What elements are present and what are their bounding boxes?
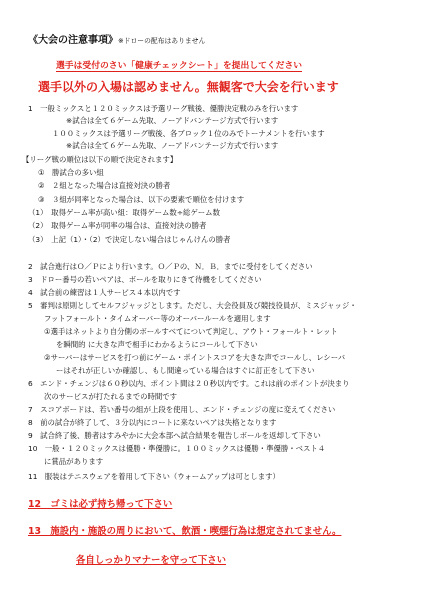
rule-line: に賞品があります (44, 457, 104, 466)
rule-line: （2） 取得ゲーム率が同率の場合は、直接対決の勝者 (28, 221, 207, 230)
rule-line: 3 ドロー番号の若いペアは、ボールを取りにきて待機をしてください (28, 275, 262, 284)
rule-line: 8 前の試合が終了して、３分以内にコートに来ないペアは失格となります (28, 418, 277, 427)
rule-line: （3） 上記（1）・（2）で決定しない場合はじゃんけんの勝者 (28, 235, 231, 244)
document-title (28, 36, 205, 46)
rule-line: 2 試合進行はＯ／Ｐにより行います。Ｏ／Ｐの、Ｎ．Ｂ．までに受付をしてください (28, 262, 313, 271)
rule-line: を瞬間的 に大きな声で相手にわかるようにコールして下さい (56, 340, 258, 349)
rule-line: ※試合は全て６ゲーム先取、ノーアドバンテージ方式で行います (66, 116, 279, 125)
rule-line: ②サーバーはサービスを打つ前にゲーム・ポイントスコアを大きな声でコールし、レシーバ (44, 353, 346, 362)
rule-line: 1 一般ミックスと１２０ミックスは予選リーグ戦後、優勝決定戦のみを行います (28, 104, 299, 113)
rule-line: ※試合は全て６ゲーム先取、ノーアドバンテージ方式で行います (66, 141, 279, 150)
rule-line: ② ２組となった場合は直接対決の勝者 (38, 181, 171, 190)
rule-line: ①選手はネットより自分側のボールすべてについて判定し、アウト・フォールト・レット (44, 327, 338, 336)
rule-line: 11 服装はテニスウェアを着用して下さい（ウォームアップは可とします） (28, 472, 280, 481)
rule-line: （1） 取得ゲーム率が高い組：取得ゲーム数÷総ゲーム数 (28, 208, 220, 217)
rule-line: 4 試合前の練習は１人サービス４本以内です (28, 288, 181, 297)
rule-line: ① 勝試合の多い組 (38, 168, 104, 177)
rule-line: 6 エンド・チェンジは６０秒以内、ポイント間は２０秒以内です。これは前のポイントが決まり (28, 379, 350, 388)
rule-line: 【リーグ戦の順位は以下の順で決定されます】 (22, 155, 178, 164)
title-note: ※ドローの配布はありません (118, 37, 206, 45)
rule-line: 5 審判は原則としてセルフジャッジとします。ただし、大会役員及び競技役員が、ミスジャッジ・ (28, 301, 357, 310)
no-spectators-banner: 選手以外の入場は認めません。無観客で大会を行います (38, 80, 339, 94)
rule-line: ーはそれが正しいか確認し、もし間違っている場合はすぐに訂正をして下さい (56, 366, 315, 375)
rule-line: 次のサービスが打たれるまでの時間です (44, 392, 178, 401)
rule-line: 9 試合終了後、勝者はすみやかに大会本部へ試合結果を報告しボールを返却して下さい (28, 431, 321, 440)
no-drinking-smoking-rule: 13 施設内・施設の周りにおいて、飲酒・喫煙行為は想定されてません。 (28, 526, 342, 537)
rule-line: フットフォールト・タイムオーバー等のオーバールールを適用します (44, 314, 271, 323)
rule-line: ③ ３組が同率となった場合は、以下の要素で順位を付けます (38, 195, 245, 204)
manners-rule: 各自しっかりマナーを守って下さい (76, 555, 227, 566)
title-text: 《大会の注意事項》 (28, 35, 118, 46)
trash-rule: 12 ゴミは必ず持ち帰って下さい (28, 499, 173, 510)
rule-line: １００ミックスは予選リーグ戦後、各ブロック１位のみでトーナメントを行います (52, 129, 325, 138)
rule-line: 7 スコアボードは、若い番号の組が上段を使用し、エンド・チェンジの度に変えてください (28, 405, 336, 414)
health-check-banner: 選手は受付のさい「健康チェックシート」を提出してください (56, 61, 303, 71)
rule-line: 10 一般・１２０ミックスは優勝・準優勝に。１００ミックスは優勝・準優勝・ベスト４ (28, 444, 326, 453)
